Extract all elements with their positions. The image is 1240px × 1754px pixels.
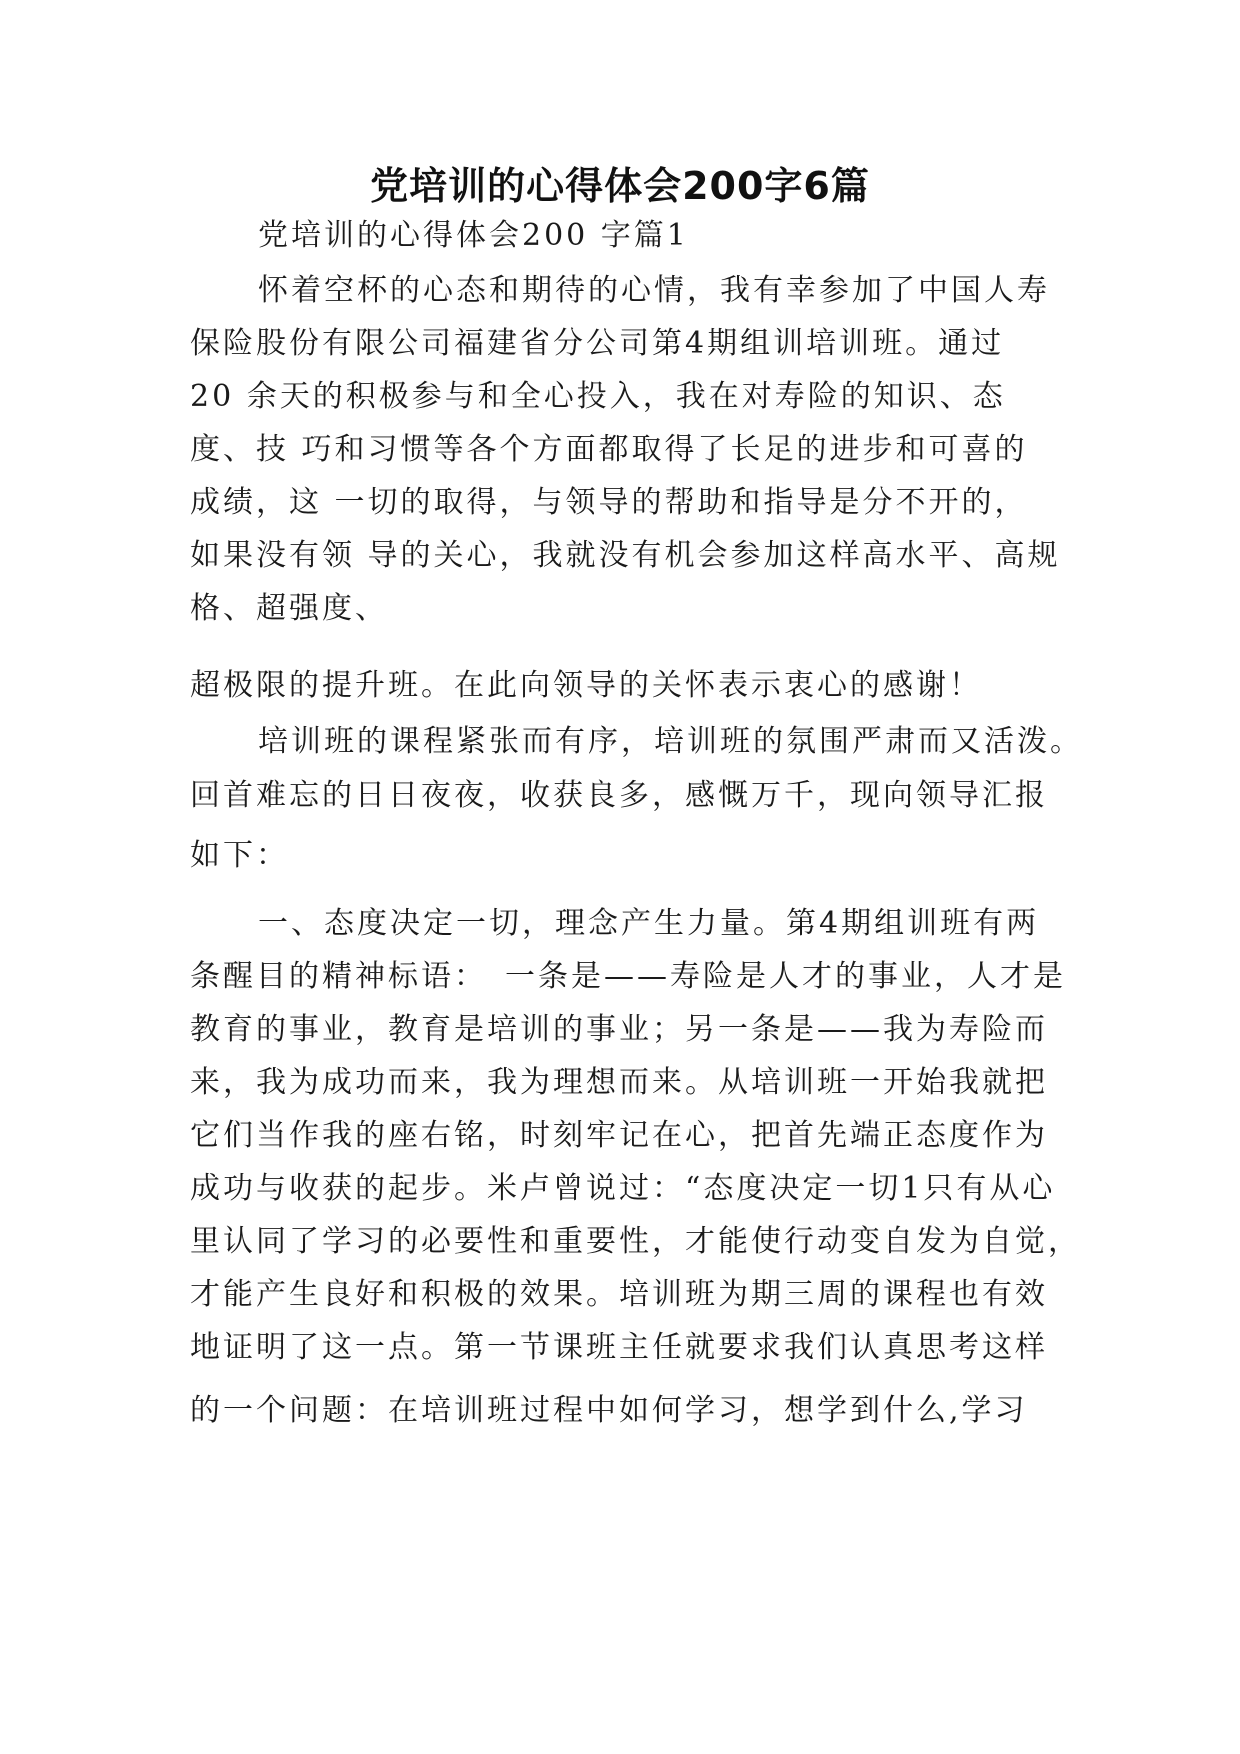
paragraph-line: 怀着空杯的心态和期待的心情，我有幸参加了中国人寿 bbox=[258, 273, 1050, 308]
paragraph-line: 才能产生良好和积极的效果。培训班为期三周的课程也有效 bbox=[190, 1277, 1048, 1312]
paragraph-line: 保险股份有限公司福建省分公司第4期组训培训班。通过 bbox=[190, 326, 1005, 361]
paragraph-line: 20 余天的积极参与和全心投入，我在对寿险的知识、态 bbox=[190, 379, 1006, 414]
paragraph-line: 培训班的课程紧张而有序，培训班的氛围严肃而又活泼。 bbox=[258, 724, 1083, 759]
paragraph-line: 来，我为成功而来，我为理想而来。从培训班一开始我就把 bbox=[190, 1065, 1048, 1100]
paragraph-line: 地证明了这一点。第一节课班主任就要求我们认真思考这样 bbox=[190, 1330, 1048, 1365]
paragraph-line: 它们当作我的座右铭，时刻牢记在心，把首先端正态度作为 bbox=[190, 1118, 1048, 1153]
paragraph-line: 里认同了学习的必要性和重要性，才能使行动变自发为自觉， bbox=[190, 1224, 1081, 1259]
paragraph-line: 度、技 巧和习惯等各个方面都取得了长足的进步和可喜的 bbox=[190, 432, 1028, 467]
paragraph-line: 回首难忘的日日夜夜，收获良多，感慨万千，现向领导汇报 bbox=[190, 778, 1048, 813]
paragraph-line: 成功与收获的起步。米卢曾说过：“态度决定一切1只有从心 bbox=[190, 1171, 1056, 1206]
paragraph-line: 如下： bbox=[190, 838, 289, 873]
section-heading: 党培训的心得体会200 字篇1 bbox=[258, 218, 689, 253]
paragraph-line: 格、超强度、 bbox=[190, 591, 388, 626]
paragraph-line: 一、态度决定一切，理念产生力量。第4期组训班有两 bbox=[258, 906, 1040, 941]
paragraph-line: 条醒目的精神标语： 一条是——寿险是人才的事业，人才是 bbox=[190, 959, 1066, 994]
paragraph-line: 超极限的提升班。在此向领导的关怀表示衷心的感谢！ bbox=[190, 668, 982, 703]
paragraph-line: 教育的事业，教育是培训的事业；另一条是——我为寿险而 bbox=[190, 1012, 1048, 1047]
paragraph-line: 成绩，这 一切的取得，与领导的帮助和指导是分不开的， bbox=[190, 485, 1028, 520]
document-title: 党培训的心得体会200字6篇 bbox=[370, 164, 870, 208]
paragraph-line: 的一个问题：在培训班过程中如何学习，想学到什么,学习 bbox=[190, 1393, 1028, 1428]
paragraph-line: 如果没有领 导的关心，我就没有机会参加这样高水平、高规 bbox=[190, 538, 1061, 573]
